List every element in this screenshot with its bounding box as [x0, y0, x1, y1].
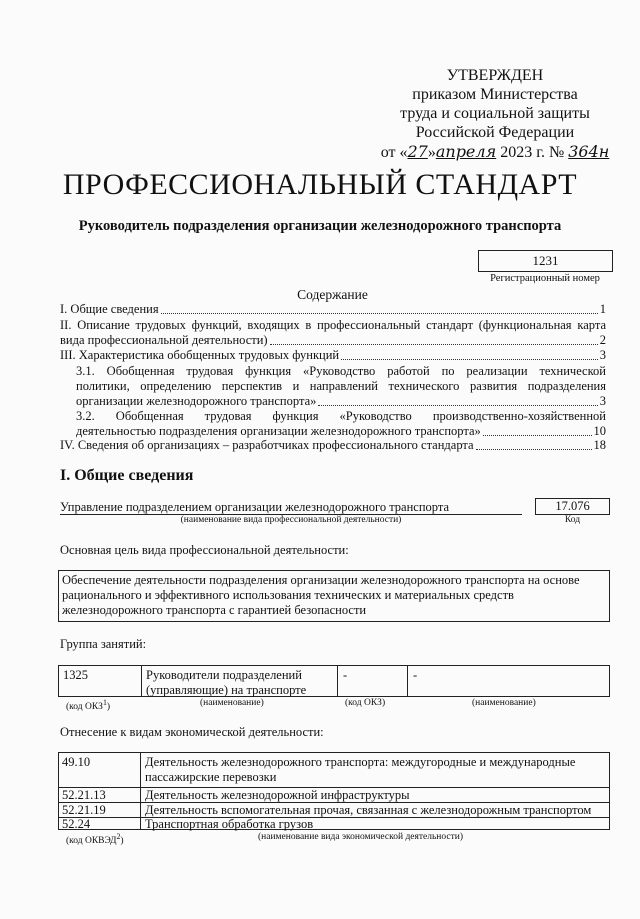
registration-number-box: 1231	[478, 250, 613, 272]
caption-name-2: (наименование)	[472, 698, 536, 708]
code-caption: Код	[564, 515, 581, 525]
okved-code: 52.24	[62, 817, 91, 831]
goal-box: Обеспечение деятельности подразделения организации железнодорожного транспорта на основе рационального и эффективного использования технических и материальных средств железнодорожного транспорта с гарантией безопасности	[58, 570, 610, 622]
section-title: I. Общие сведения	[60, 467, 194, 484]
okved-name: Деятельность железнодорожной инфраструктуры	[145, 788, 410, 802]
okved-code: 52.21.19	[62, 803, 106, 817]
okz-name: Руководители подразделений (управляющие) на транспорте	[146, 668, 307, 697]
caption-name: (наименование)	[200, 698, 264, 708]
occupation-group-label: Группа занятий:	[60, 637, 147, 651]
okved-code: 52.21.13	[62, 788, 106, 802]
handwritten-day: 27	[407, 142, 428, 161]
activity-code-box: 17.076	[535, 498, 610, 515]
caption-okz-code: (код ОКЗ$^1$)	[66, 698, 111, 713]
handwritten-month: апреля	[435, 142, 497, 161]
approval-block	[370, 66, 620, 162]
toc-item[interactable]: IV. Сведения об организациях – разработчиках профессионального стандарта 18	[60, 438, 606, 452]
approval-line: труда и социальной защиты	[400, 105, 590, 122]
toc-item[interactable]: 3.1. Обобщенная трудовая функция «Руководство работой по реализации технической политики, определению перспектив и направлений технического развития подразделения организации железнодорожного транспорта» 3	[76, 364, 606, 408]
approval-heading: УТВЕРЖДЕН	[446, 67, 544, 84]
caption-okved-name: (наименование вида экономической деятельности)	[258, 832, 463, 842]
document-subtitle: Руководитель подразделения организации железнодорожного транспорта	[78, 218, 562, 234]
toc-heading: Содержание	[297, 287, 368, 302]
activity-caption: (наименование вида профессиональной деятельности)	[180, 515, 402, 525]
caption-okz-code-2: (код ОКЗ)	[345, 698, 386, 708]
approval-line: Российской Федерации	[415, 124, 575, 141]
okved-name: Транспортная обработка грузов	[145, 817, 314, 831]
toc-item[interactable]: II. Описание трудовых функций, входящих в профессиональный стандарт (функциональная карта вида профессиональной деятельности) 2	[60, 318, 606, 347]
document-title: ПРОФЕССИОНАЛЬНЫЙ СТАНДАРТ	[62, 168, 578, 201]
occupation-group-table	[58, 665, 610, 697]
okved-name: Деятельность вспомогательная прочая, связанная с железнодорожным транспортом	[145, 803, 592, 817]
approval-date: от «27»апреля 2023 г. № 364н	[380, 142, 610, 161]
approval-line: приказом Министерства	[412, 86, 578, 103]
okz-code: 1325	[63, 668, 88, 682]
goal-label: Основная цель вида профессиональной деятельности:	[60, 543, 349, 557]
toc-item[interactable]: 3.2. Обобщенная трудовая функция «Руководство производственно-хозяйственной деятельностью подразделения организации железнодорожного транспорта» 10	[76, 409, 606, 438]
handwritten-order-number: 364н	[568, 142, 610, 161]
okz-name-2: -	[413, 668, 418, 682]
okved-code: 49.10	[62, 755, 91, 769]
okz-code-2: -	[343, 668, 348, 682]
activity-name: Управление подразделением организации железнодорожного транспорта	[60, 500, 450, 514]
okved-name: Деятельность железнодорожного транспорта: междугородные и международные пассажирские перевозки	[145, 755, 576, 784]
toc-item[interactable]: III. Характеристика обобщенных трудовых функций 3	[60, 348, 606, 362]
okved-table	[58, 752, 610, 830]
caption-okved-code: (код ОКВЭД$^2$)	[66, 832, 124, 847]
registration-number-label: Регистрационный номер	[490, 273, 600, 284]
okved-label: Отнесение к видам экономической деятельности:	[60, 725, 324, 739]
toc-item[interactable]: I. Общие сведения 1	[60, 302, 606, 316]
